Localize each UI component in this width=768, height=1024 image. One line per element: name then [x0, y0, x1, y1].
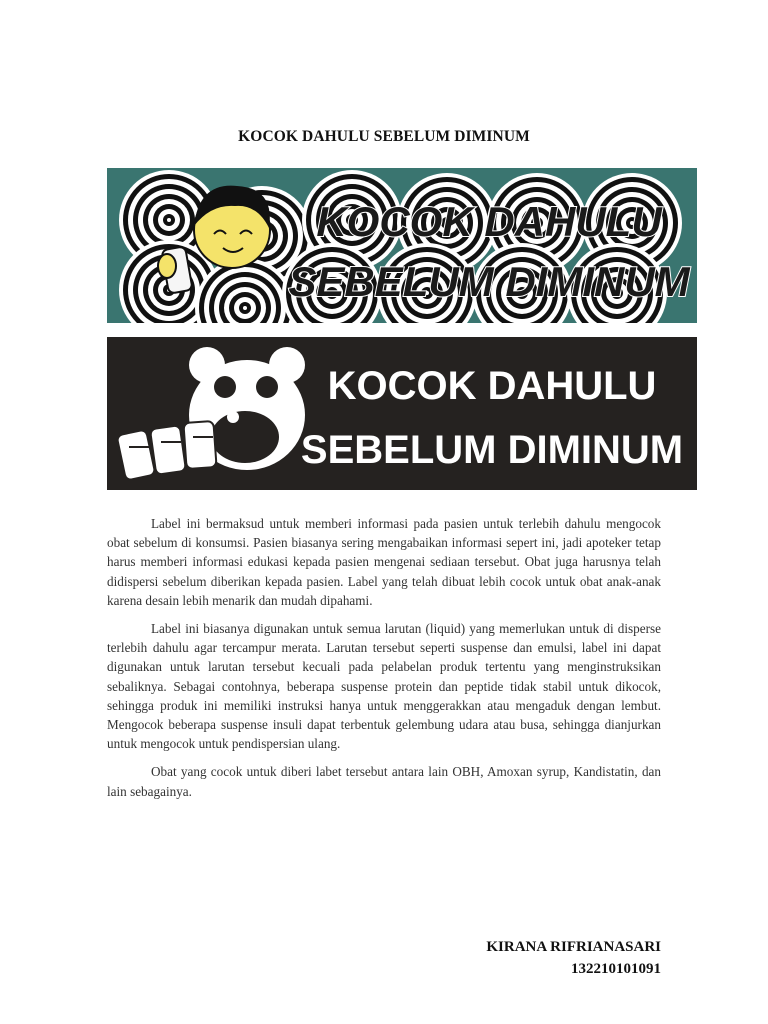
author-name: KIRANA RIFRIANASARI [486, 939, 661, 955]
paragraph: Label ini biasanya digunakan untuk semua larutan (liquid) yang memerlukan untuk di disperse terlebih dahulu agar tercampur merata. Larutan tersebut seperti suspense dan emulsi, label ini dapat digunakan untuk larutan tersebut kecuali pada pelabelan produk tertentu yang menginstruksikan sebaliknya. Sebagai contohnya, beberapa suspense protein dan peptide tidak stabil untuk dikocok, sehingga produk ini memiliki instruksi hanya untuk menggerakkan atau mengaduk dengan lembut. Mengocok beberapa suspense insuli dapat terbentuk gelembung udara atau busa, sehingga dianjurkan untuk mengocok untuk pendispersian ulang. [107, 621, 661, 752]
document-body [107, 514, 661, 810]
svg-text:SEBELUM DIMINUM: SEBELUM DIMINUM [300, 428, 684, 472]
svg-text:KOCOK DAHULU: KOCOK DAHULU [327, 364, 657, 408]
label-banner-teal [107, 168, 697, 323]
svg-text:SEBELUM DIMINUM: SEBELUM DIMINUM [288, 258, 690, 305]
black-banner-artwork [107, 337, 697, 490]
label-banner-black [107, 337, 697, 490]
bottles-icon [117, 421, 217, 481]
paragraph: Label ini bermaksud untuk memberi informasi pada pasien untuk terlebih dahulu mengocok obat sebelum di konsumsi. Pasien biasanya sering mengabaikan informasi sepert ini, jadi apoteker tetap harus memberi informasi edukasi kepada pasien mengenai sediaan tersebut. Obat juga harusnya telah didispersi sebelum diberikan kepada pasien. Label yang telah dibuat lebih cocok untuk obat anak-anak karena desain lebih menarik dan mudah dipahami. [107, 516, 661, 608]
black-banner-text [301, 364, 683, 472]
page-title: KOCOK DAHULU SEBELUM DIMINUM [238, 128, 530, 145]
paragraph: Obat yang cocok untuk diberi labet tersebut antara lain OBH, Amoxan syrup, Kandistatin, dan lain sebagainya. [107, 764, 661, 799]
svg-text:KOCOK DAHULU: KOCOK DAHULU [316, 198, 662, 245]
author-id: 132210101091 [571, 961, 661, 977]
author-signature [486, 936, 661, 980]
teal-banner-artwork [107, 168, 697, 323]
